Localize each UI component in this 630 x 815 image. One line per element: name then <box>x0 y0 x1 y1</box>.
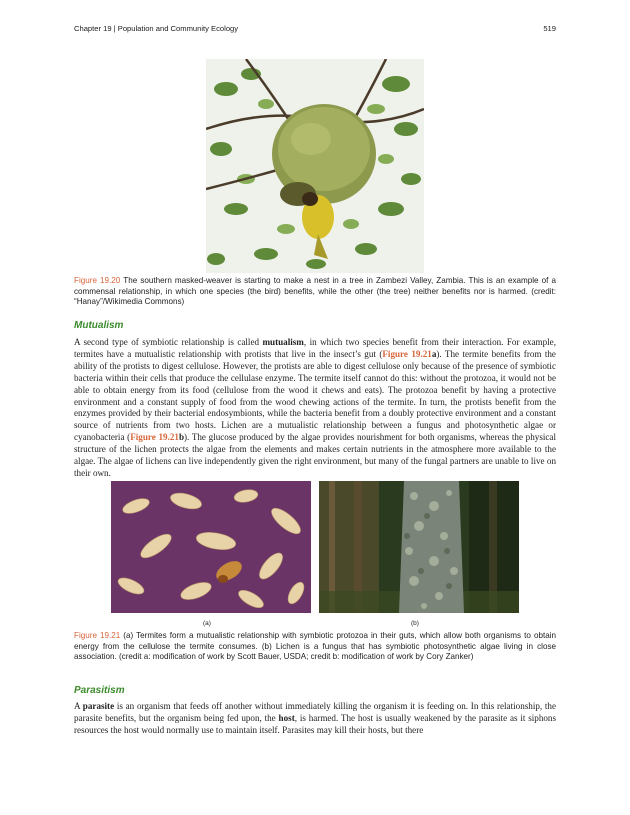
chapter-title: Chapter 19 | Population and Community Ecology <box>74 24 239 33</box>
termites-photo <box>111 481 311 613</box>
page-header <box>74 24 556 36</box>
term-host: host <box>278 712 295 723</box>
figure-ref-link[interactable]: Figure 19.21 <box>382 348 432 359</box>
section-heading-mutualism: Mutualism <box>74 320 124 331</box>
lichen-tree-photo <box>319 481 519 613</box>
section-heading-parasitism: Parasitism <box>74 685 125 696</box>
figure-label: Figure 19.21 <box>74 631 121 640</box>
term-parasite: parasite <box>82 701 115 711</box>
parasitism-paragraph: A parasite is an organism that feeds off another without immediately killing the organism it is feeding on. In this relationship, the parasite benefits, but the organism being fed upon, the host, is harmed. The host is usually weakened by the parasite as it siphons resources the host would normally use to maintain itself. Parasites may kill their hosts, but there <box>74 701 557 735</box>
figure-19-21-caption <box>74 631 556 663</box>
subfigure-label-a: (a) <box>203 620 211 627</box>
figure-label: Figure 19.20 <box>74 276 121 285</box>
caption-text: (a) Termites form a mutualistic relationship with symbiotic protozoa in their guts, which allow both organisms to obtain energy from the cellulose the termite consumes. (b) Lichen is a fungus that has symbiotic photosynthetic algae living in close association. (credit a: modification of work by Scott Bauer, USDA; credit b: modification of work by Cory Zanker) <box>74 631 556 662</box>
weaver-bird-photo <box>206 59 424 273</box>
figure-19-20-caption <box>74 276 556 308</box>
caption-text: The southern masked-weaver is starting to make a nest in a tree in Zambezi Valley, Zambia. This is an example of a commensal relationship, in which one species (the bird) benefits, while the other (the tree) neither benefits nor is harmed. (credit: “Hanay”/Wikimedia Commons) <box>74 276 556 307</box>
term-mutualism: mutualism <box>262 337 304 347</box>
mutualism-paragraph: A second type of symbiotic relationship is called mutualism, in which two species benefit from their interaction. For example, termites have a mutualistic relationship with protists that live in the insect’s gut (Figure 19.21a). The termite benefits from the ability of the protists to digest cellulose. However, the protists are able to digest cellulose only because of the presence of symbiotic bacteria within their cells that produce the cellulase enzyme. The termite itself cannot do this: without the protozoa, it would not be able to obtain energy from its food (cellulose from the wood it chews and eats). The protozoa benefit by having a protective environment and a constant supply of food from the wood chewing actions of the termite. In turn, the protists benefit from the enzymes provided by their bacterial endosymbionts, while the bacteria benefit from a doubly protective environment and a constant source of nutrients from two hosts. Lichen are a mutualistic relationship between a fungus and photosynthetic algae or cyanobacteria (Figure 19.21b). The glucose produced by the algae provides nourishment for both organisms, whereas the physical structure of the lichen protects the algae from the elements and makes certain nutrients in the atmosphere more available to the algae. The algae of lichens can live independently given the right environment, but many of the fungal partners are unable to live on their own. <box>74 337 556 478</box>
page-number: 519 <box>543 24 556 33</box>
subfigure-label-b: (b) <box>411 620 419 627</box>
figure-ref-link[interactable]: Figure 19.21 <box>130 432 179 443</box>
